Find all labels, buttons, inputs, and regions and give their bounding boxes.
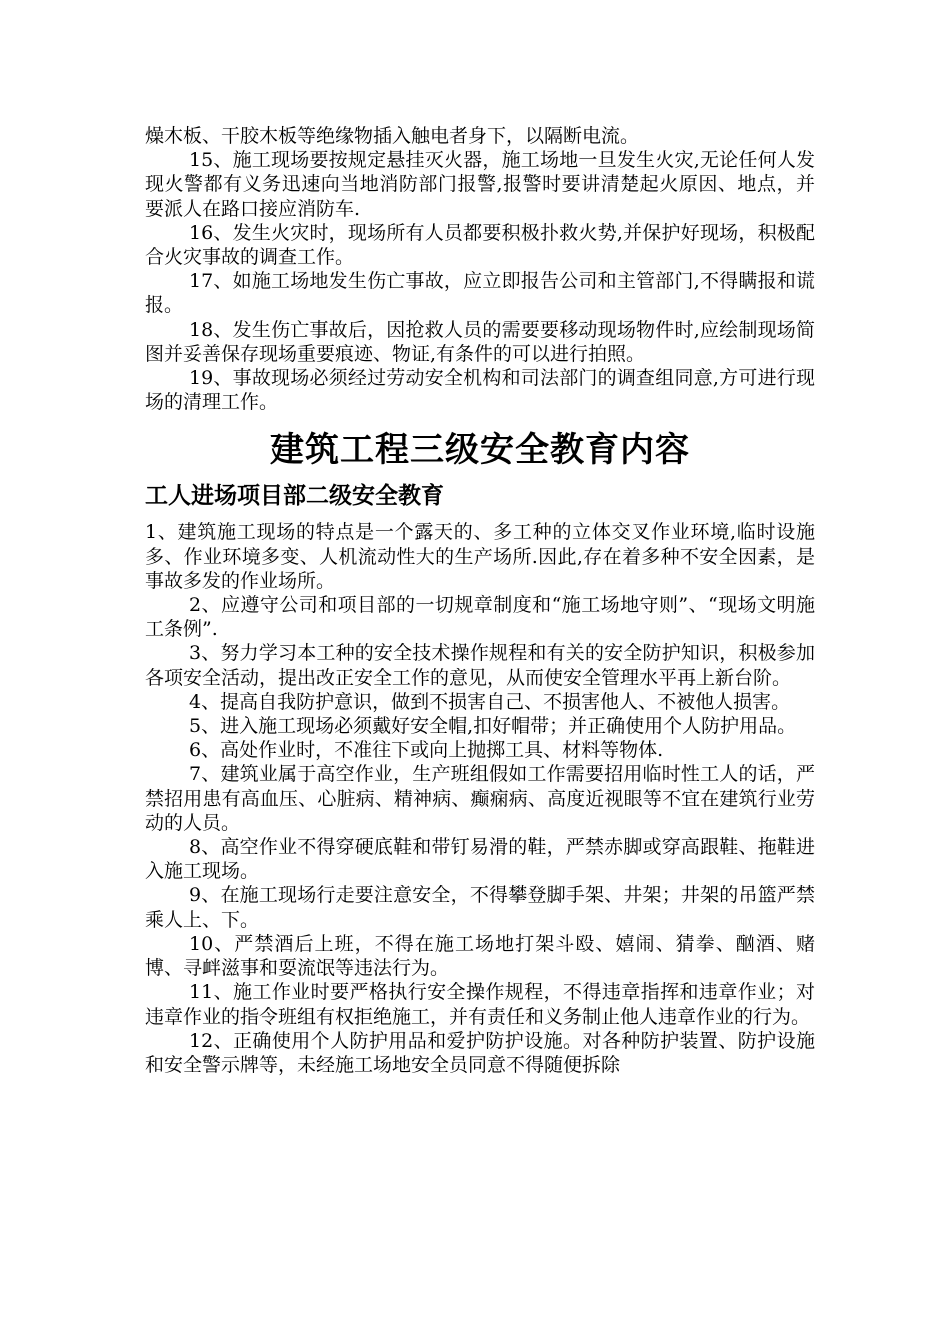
paragraph: 3、努力学习本工种的安全技术操作规程和有关的安全防护知识，积极参加各项安全活动，提出改正安全工作的意见，从而使安全管理水平再上新台阶。 bbox=[145, 642, 815, 689]
paragraph: 9、在施工现场行走要注意安全，不得攀登脚手架、井架；井架的吊篮严禁乘人上、下。 bbox=[145, 884, 815, 931]
section-subtitle: 工人进场项目部二级安全教育 bbox=[145, 483, 444, 510]
paragraph: 8、高空作业不得穿硬底鞋和带钉易滑的鞋，严禁赤脚或穿高跟鞋、拖鞋进入施工现场。 bbox=[145, 836, 815, 883]
paragraph: 7、建筑业属于高空作业，生产班组假如工作需要招用临时性工人的话，严禁招用患有高血压、心脏病、精神病、癫痫病、高度近视眼等不宜在建筑行业劳动的人员。 bbox=[145, 763, 815, 834]
body-section bbox=[145, 520, 815, 1077]
top-section bbox=[145, 124, 815, 414]
paragraph: 4、提高自我防护意识，做到不损害自己、不损害他人、不被他人损害。 bbox=[189, 690, 791, 713]
document-page bbox=[145, 124, 815, 1077]
paragraph: 10、严禁酒后上班，不得在施工场地打架斗殴、嬉闹、猜拳、酗酒、赌博、寻衅滋事和耍流氓等违法行为。 bbox=[145, 932, 815, 980]
paragraph: 11、施工作业时要严格执行安全操作规程，不得违章指挥和违章作业；对违章作业的指令班组有权拒绝施工，并有责任和义务制止他人违章作业的行为。 bbox=[145, 981, 815, 1028]
paragraph: 2、应遵守公司和项目部的一切规章制度和“施工场地守则”、“现场文明施工条例”. bbox=[145, 594, 815, 641]
paragraph: 6、高处作业时，不准往下或向上抛掷工具、材料等物体. bbox=[189, 739, 664, 762]
paragraph: 燥木板、干胶木板等绝缘物插入触电者身下，以隔断电流。 bbox=[145, 125, 640, 147]
document-title: 建筑工程三级安全教育内容 bbox=[270, 430, 690, 471]
paragraph: 16、发生火灾时，现场所有人员都要积极扑救火势,并保护好现场，积极配合火灾事故的调查工作。 bbox=[145, 221, 815, 269]
paragraph: 1、建筑施工现场的特点是一个露天的、多工种的立体交叉作业环境,临时设施多、作业环境多变、人机流动性大的生产场所.因此,存在着多种不安全因素，是事故多发的作业场所。 bbox=[145, 521, 815, 592]
paragraph: 19、事故现场必须经过劳动安全机构和司法部门的调查组同意,方可进行现场的清理工作。 bbox=[145, 367, 815, 414]
paragraph: 18、发生伤亡事故后，因抢救人员的需要要移动现场物件时,应绘制现场简图并妥善保存现场重要痕迹、物证,有条件的可以进行拍照。 bbox=[145, 318, 815, 365]
paragraph: 5、进入施工现场必须戴好安全帽,扣好帽带；并正确使用个人防护用品。 bbox=[189, 715, 797, 738]
paragraph: 15、施工现场要按规定悬挂灭火器，施工场地一旦发生火灾,无论任何人发现火警都有义务迅速向当地消防部门报警,报警时要讲清楚起火原因、地点，并要派人在路口接应消防车. bbox=[145, 149, 815, 220]
paragraph: 17、如施工场地发生伤亡事故，应立即报告公司和主管部门,不得瞒报和谎报。 bbox=[145, 270, 815, 317]
paragraph: 12、正确使用个人防护用品和爱护防护设施。对各种防护装置、防护设施和安全警示牌等，未经施工场地安全员同意不得随便拆除 bbox=[145, 1029, 815, 1076]
